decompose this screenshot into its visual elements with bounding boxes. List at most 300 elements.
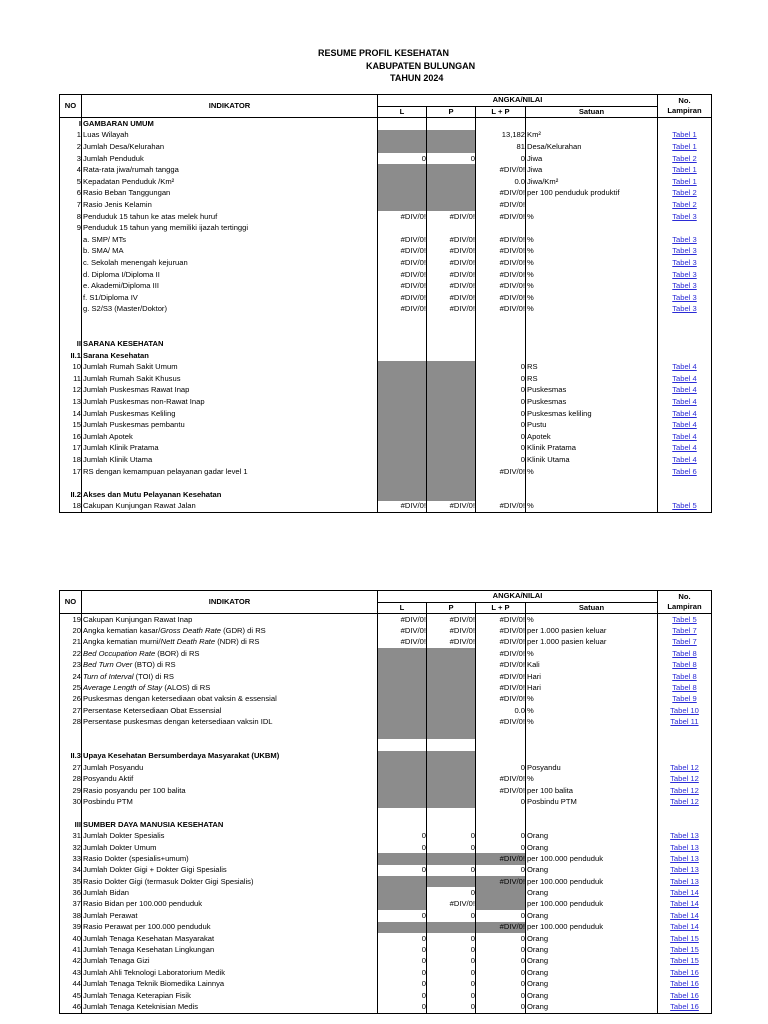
row-no: 18 xyxy=(60,454,82,466)
row-lp: #DIV/0! xyxy=(476,660,526,671)
lampiran-link[interactable]: Tabel 14 xyxy=(670,899,699,909)
row-indikator: Sarana Kesehatan xyxy=(82,350,378,362)
table-row xyxy=(60,118,712,130)
row-indikator: RS dengan kemampuan pelayanan gadar level 1 xyxy=(82,466,378,478)
row-indikator: SUMBER DAYA MANUSIA KESEHATAN xyxy=(82,819,378,830)
row-lampiran xyxy=(658,269,712,281)
row-satuan xyxy=(526,751,658,762)
table-row xyxy=(60,671,712,682)
lampiran-link[interactable]: Tabel 16 xyxy=(670,990,699,1000)
row-lampiran xyxy=(658,338,712,350)
row-lp: #DIV/0! xyxy=(476,637,526,648)
row-satuan: Puskesmas keliling xyxy=(526,408,658,420)
lampiran-link[interactable]: Tabel 15 xyxy=(670,933,699,943)
table-row xyxy=(60,130,712,142)
row-l xyxy=(378,373,427,385)
row-p: #DIV/0! xyxy=(427,234,476,246)
row-l xyxy=(378,762,427,773)
row-no xyxy=(60,280,82,292)
row-l xyxy=(378,408,427,420)
row-p xyxy=(427,876,476,887)
row-p: 0 xyxy=(427,842,476,853)
table-row xyxy=(60,842,712,853)
row-no: 14 xyxy=(60,408,82,420)
row-p: 0 xyxy=(427,944,476,955)
lampiran-link[interactable]: Tabel 14 xyxy=(670,910,699,920)
row-l xyxy=(378,648,427,659)
row-indikator: Cakupan Kunjungan Rawat Jalan xyxy=(82,501,378,513)
lampiran-link[interactable]: Tabel 4 xyxy=(672,431,697,441)
lampiran-link[interactable]: Tabel 6 xyxy=(672,466,697,476)
row-l: #DIV/0! xyxy=(378,257,427,269)
lampiran-link[interactable]: Tabel 7 xyxy=(672,626,697,636)
row-indikator xyxy=(82,477,378,489)
lampiran-link[interactable]: Tabel 13 xyxy=(670,865,699,875)
row-no: 15 xyxy=(60,419,82,431)
row-satuan xyxy=(526,199,658,211)
lampiran-link[interactable]: Tabel 13 xyxy=(670,876,699,886)
row-indikator: Jumlah Rumah Sakit Khusus xyxy=(82,373,378,385)
row-lampiran xyxy=(658,887,712,898)
row-no: 35 xyxy=(60,876,82,887)
row-lp xyxy=(476,477,526,489)
row-no: 10 xyxy=(60,361,82,373)
row-no xyxy=(60,292,82,304)
row-no xyxy=(60,234,82,246)
row-no: 38 xyxy=(60,910,82,921)
table-row xyxy=(60,350,712,362)
row-satuan: Posbindu PTM xyxy=(526,796,658,807)
table-row xyxy=(60,751,712,762)
lampiran-link[interactable]: Tabel 13 xyxy=(670,853,699,863)
lampiran-link[interactable]: Tabel 3 xyxy=(672,269,697,279)
lampiran-link[interactable]: Tabel 9 xyxy=(672,694,697,704)
row-no: 40 xyxy=(60,933,82,944)
row-indikator: Jumlah Apotek xyxy=(82,431,378,443)
row-satuan: Orang xyxy=(526,910,658,921)
lampiran-link[interactable]: Tabel 12 xyxy=(670,785,699,795)
row-l xyxy=(378,853,427,864)
row-lampiran xyxy=(658,979,712,990)
lampiran-link[interactable]: Tabel 5 xyxy=(672,501,697,511)
row-satuan: RS xyxy=(526,373,658,385)
row-lp: #DIV/0! xyxy=(476,876,526,887)
lampiran-link[interactable]: Tabel 15 xyxy=(670,945,699,955)
row-p: #DIV/0! xyxy=(427,211,476,223)
row-p xyxy=(427,141,476,153)
row-satuan: % xyxy=(526,292,658,304)
row-indikator: Rasio Dokter (spesialis+umum) xyxy=(82,853,378,864)
row-no: 31 xyxy=(60,830,82,841)
header-no: NO xyxy=(60,591,82,614)
row-lampiran xyxy=(658,990,712,1001)
row-lp: 0 xyxy=(476,443,526,455)
row-indikator: Jumlah Dokter Spesialis xyxy=(82,830,378,841)
row-l xyxy=(378,739,427,750)
row-l: #DIV/0! xyxy=(378,501,427,513)
row-indikator: Angka kematian murni/Nett Death Rate (NDR) di RS xyxy=(82,637,378,648)
row-lp xyxy=(476,819,526,830)
row-satuan: Puskesmas xyxy=(526,396,658,408)
row-l xyxy=(378,188,427,200)
row-l xyxy=(378,454,427,466)
row-no: 21 xyxy=(60,637,82,648)
row-no: II.2 xyxy=(60,489,82,501)
row-l xyxy=(378,751,427,762)
row-l: #DIV/0! xyxy=(378,246,427,258)
title-line-1: RESUME PROFIL KESEHATAN xyxy=(318,48,450,58)
row-p xyxy=(427,466,476,478)
row-lampiran xyxy=(658,853,712,864)
lampiran-link[interactable]: Tabel 4 xyxy=(672,455,697,465)
row-p xyxy=(427,819,476,830)
table-row xyxy=(60,922,712,933)
lampiran-link[interactable]: Tabel 4 xyxy=(672,408,697,418)
row-satuan: RS xyxy=(526,361,658,373)
row-satuan xyxy=(526,489,658,501)
row-p xyxy=(427,922,476,933)
row-l xyxy=(378,130,427,142)
row-p: 0 xyxy=(427,979,476,990)
row-satuan: per 1.000 pasien keluar xyxy=(526,625,658,636)
lampiran-link[interactable]: Tabel 8 xyxy=(672,648,697,658)
row-lp xyxy=(476,899,526,910)
row-p xyxy=(427,751,476,762)
row-lp: 0 xyxy=(476,419,526,431)
table-row xyxy=(60,637,712,648)
row-no: 26 xyxy=(60,694,82,705)
row-no xyxy=(60,477,82,489)
row-indikator: f. S1/Diploma IV xyxy=(82,292,378,304)
row-lampiran xyxy=(658,257,712,269)
row-p xyxy=(427,477,476,489)
lampiran-link[interactable]: Tabel 3 xyxy=(672,281,697,291)
lampiran-link[interactable]: Tabel 1 xyxy=(672,141,697,151)
row-lp: #DIV/0! xyxy=(476,211,526,223)
row-satuan: per 100.000 penduduk xyxy=(526,922,658,933)
row-l xyxy=(378,315,427,327)
row-l: 0 xyxy=(378,990,427,1001)
row-lp: #DIV/0! xyxy=(476,280,526,292)
row-lampiran xyxy=(658,956,712,967)
row-lampiran xyxy=(658,188,712,200)
row-lampiran xyxy=(658,315,712,327)
header-lampiran: No. Lampiran xyxy=(658,95,712,118)
row-p: 0 xyxy=(427,830,476,841)
lampiran-link[interactable]: Tabel 12 xyxy=(670,774,699,784)
row-satuan: Orang xyxy=(526,887,658,898)
row-p: 0 xyxy=(427,967,476,978)
row-indikator: b. SMA/ MA xyxy=(82,246,378,258)
row-lampiran xyxy=(658,454,712,466)
row-lp xyxy=(476,808,526,819)
header-l: L xyxy=(378,602,427,614)
row-no: 27 xyxy=(60,762,82,773)
row-indikator: Jumlah Dokter Gigi + Dokter Gigi Spesialis xyxy=(82,865,378,876)
row-lp xyxy=(476,222,526,234)
lampiran-link[interactable]: Tabel 3 xyxy=(672,211,697,221)
table-row xyxy=(60,887,712,898)
row-lp: 0 xyxy=(476,956,526,967)
row-indikator: d. Diploma I/Diploma II xyxy=(82,269,378,281)
row-l: #DIV/0! xyxy=(378,234,427,246)
row-satuan: % xyxy=(526,614,658,626)
row-satuan: Orang xyxy=(526,990,658,1001)
table-row xyxy=(60,373,712,385)
row-p xyxy=(427,327,476,339)
lampiran-link[interactable]: Tabel 13 xyxy=(670,842,699,852)
lampiran-link[interactable]: Tabel 4 xyxy=(672,385,697,395)
row-no: 8 xyxy=(60,211,82,223)
row-l: #DIV/0! xyxy=(378,637,427,648)
header-angka: ANGKA/NILAI xyxy=(378,95,658,107)
row-lp xyxy=(476,887,526,898)
row-indikator: Jumlah Tenaga Keterapian Fisik xyxy=(82,990,378,1001)
row-lampiran xyxy=(658,796,712,807)
lampiran-link[interactable]: Tabel 4 xyxy=(672,443,697,453)
table-row xyxy=(60,176,712,188)
lampiran-link[interactable]: Tabel 3 xyxy=(672,246,697,256)
row-indikator: Rasio posyandu per 100 balita xyxy=(82,785,378,796)
row-indikator: Kepadatan Penduduk /Km² xyxy=(82,176,378,188)
row-l: #DIV/0! xyxy=(378,269,427,281)
table-row xyxy=(60,385,712,397)
row-p xyxy=(427,373,476,385)
lampiran-link[interactable]: Tabel 8 xyxy=(672,683,697,693)
row-l: 0 xyxy=(378,153,427,165)
row-lp: 0 xyxy=(476,408,526,420)
row-lampiran xyxy=(658,842,712,853)
row-indikator: Jumlah Perawat xyxy=(82,910,378,921)
row-lampiran xyxy=(658,728,712,739)
row-no: 43 xyxy=(60,967,82,978)
row-satuan: % xyxy=(526,269,658,281)
lampiran-link[interactable]: Tabel 10 xyxy=(670,705,699,715)
row-indikator: Bed Turn Over (BTO) di RS xyxy=(82,660,378,671)
row-p: 0 xyxy=(427,956,476,967)
row-lampiran xyxy=(658,373,712,385)
row-lp: #DIV/0! xyxy=(476,164,526,176)
row-l: 0 xyxy=(378,979,427,990)
row-lp: #DIV/0! xyxy=(476,466,526,478)
row-lp xyxy=(476,739,526,750)
row-p xyxy=(427,808,476,819)
row-no: 32 xyxy=(60,842,82,853)
lampiran-link[interactable]: Tabel 12 xyxy=(670,796,699,806)
lampiran-link[interactable]: Tabel 4 xyxy=(672,420,697,430)
row-indikator xyxy=(82,728,378,739)
row-lp: 0 xyxy=(476,153,526,165)
lampiran-link[interactable]: Tabel 4 xyxy=(672,397,697,407)
lampiran-link[interactable]: Tabel 5 xyxy=(672,614,697,624)
row-satuan xyxy=(526,808,658,819)
lampiran-link[interactable]: Tabel 16 xyxy=(670,1001,699,1011)
row-lp: 0 xyxy=(476,933,526,944)
row-p: #DIV/0! xyxy=(427,625,476,636)
lampiran-link[interactable]: Tabel 2 xyxy=(672,188,697,198)
row-indikator: Jumlah Penduduk xyxy=(82,153,378,165)
row-p xyxy=(427,164,476,176)
row-lp xyxy=(476,338,526,350)
row-lp xyxy=(476,315,526,327)
row-lampiran xyxy=(658,910,712,921)
lampiran-link[interactable]: Tabel 15 xyxy=(670,956,699,966)
row-l: 0 xyxy=(378,1001,427,1013)
row-lp: #DIV/0! xyxy=(476,671,526,682)
lampiran-link[interactable]: Tabel 4 xyxy=(672,362,697,372)
row-no: 45 xyxy=(60,990,82,1001)
table-row xyxy=(60,164,712,176)
row-lampiran xyxy=(658,153,712,165)
lampiran-link[interactable]: Tabel 2 xyxy=(672,153,697,163)
row-no: 25 xyxy=(60,682,82,693)
row-lp xyxy=(476,350,526,362)
lampiran-link[interactable]: Tabel 2 xyxy=(672,199,697,209)
row-p: 0 xyxy=(427,153,476,165)
lampiran-link[interactable]: Tabel 1 xyxy=(672,130,697,140)
row-l xyxy=(378,477,427,489)
row-lp: 0 xyxy=(476,454,526,466)
row-lampiran xyxy=(658,164,712,176)
row-lampiran xyxy=(658,773,712,784)
lampiran-link[interactable]: Tabel 3 xyxy=(672,257,697,267)
row-p xyxy=(427,361,476,373)
row-satuan: % xyxy=(526,246,658,258)
row-satuan: Orang xyxy=(526,933,658,944)
lampiran-link[interactable]: Tabel 4 xyxy=(672,373,697,383)
row-p xyxy=(427,694,476,705)
table-row xyxy=(60,269,712,281)
row-l xyxy=(378,876,427,887)
row-lp: 0 xyxy=(476,361,526,373)
row-p xyxy=(427,396,476,408)
lampiran-link[interactable]: Tabel 8 xyxy=(672,660,697,670)
row-satuan: Orang xyxy=(526,865,658,876)
table-row xyxy=(60,910,712,921)
row-p xyxy=(427,408,476,420)
lampiran-link[interactable]: Tabel 1 xyxy=(672,176,697,186)
row-no: 30 xyxy=(60,796,82,807)
row-lp: 0 xyxy=(476,910,526,921)
row-p xyxy=(427,443,476,455)
row-lp: 81 xyxy=(476,141,526,153)
lampiran-link[interactable]: Tabel 16 xyxy=(670,979,699,989)
row-satuan: Puskesmas xyxy=(526,385,658,397)
row-indikator xyxy=(82,739,378,750)
table-row xyxy=(60,648,712,659)
row-satuan: per 100 penduduk produktif xyxy=(526,188,658,200)
row-lampiran xyxy=(658,211,712,223)
row-lp xyxy=(476,118,526,130)
lampiran-link[interactable]: Tabel 14 xyxy=(670,922,699,932)
row-no: II xyxy=(60,338,82,350)
table-row xyxy=(60,728,712,739)
row-lampiran xyxy=(658,327,712,339)
table-row xyxy=(60,762,712,773)
row-indikator: Rasio Dokter Gigi (termasuk Dokter Gigi Spesialis) xyxy=(82,876,378,887)
row-l xyxy=(378,682,427,693)
header-indikator: INDIKATOR xyxy=(82,591,378,614)
row-p xyxy=(427,671,476,682)
lampiran-link[interactable]: Tabel 11 xyxy=(670,717,699,727)
table-row xyxy=(60,625,712,636)
table-row xyxy=(60,865,712,876)
row-p: #DIV/0! xyxy=(427,899,476,910)
table-row xyxy=(60,933,712,944)
row-indikator: Jumlah Tenaga Teknik Biomedika Lainnya xyxy=(82,979,378,990)
row-no: 44 xyxy=(60,979,82,990)
row-no: 4 xyxy=(60,164,82,176)
row-p xyxy=(427,454,476,466)
row-lp: 0 xyxy=(476,431,526,443)
title-line-2: KABUPATEN BULUNGAN xyxy=(366,61,476,71)
row-p: #DIV/0! xyxy=(427,292,476,304)
row-satuan: per 100 balita xyxy=(526,785,658,796)
row-lp: #DIV/0! xyxy=(476,625,526,636)
row-lp xyxy=(476,489,526,501)
lampiran-link[interactable]: Tabel 8 xyxy=(672,671,697,681)
row-indikator: Jumlah Tenaga Kesehatan Masyarakat xyxy=(82,933,378,944)
row-lampiran xyxy=(658,922,712,933)
row-indikator: e. Akademi/Diploma III xyxy=(82,280,378,292)
lampiran-link[interactable]: Tabel 3 xyxy=(672,292,697,302)
table-row xyxy=(60,141,712,153)
row-lp: 0.0 xyxy=(476,176,526,188)
lampiran-link[interactable]: Tabel 1 xyxy=(672,165,697,175)
row-p: 0 xyxy=(427,887,476,898)
table-row xyxy=(60,853,712,864)
table-row xyxy=(60,246,712,258)
row-p xyxy=(427,385,476,397)
row-p xyxy=(427,489,476,501)
row-satuan: % xyxy=(526,773,658,784)
row-l: #DIV/0! xyxy=(378,280,427,292)
lampiran-link[interactable]: Tabel 14 xyxy=(670,888,699,898)
row-no xyxy=(60,739,82,750)
row-no: II.3 xyxy=(60,751,82,762)
table-row xyxy=(60,956,712,967)
row-satuan: Orang xyxy=(526,830,658,841)
lampiran-link[interactable]: Tabel 16 xyxy=(670,967,699,977)
table-row xyxy=(60,431,712,443)
row-lp: 0.0 xyxy=(476,705,526,716)
lampiran-link[interactable]: Tabel 3 xyxy=(672,234,697,244)
row-p xyxy=(427,188,476,200)
row-satuan: % xyxy=(526,648,658,659)
row-lampiran xyxy=(658,396,712,408)
header-lp: L + P xyxy=(476,602,526,614)
row-p xyxy=(427,130,476,142)
lampiran-link[interactable]: Tabel 13 xyxy=(670,831,699,841)
row-indikator: Angka kematian kasar/Gross Death Rate (GDR) di RS xyxy=(82,625,378,636)
lampiran-link[interactable]: Tabel 3 xyxy=(672,304,697,314)
row-p xyxy=(427,853,476,864)
row-no: 6 xyxy=(60,188,82,200)
row-p xyxy=(427,431,476,443)
row-indikator: Jumlah Puskesmas Keliling xyxy=(82,408,378,420)
row-indikator: Jumlah Bidan xyxy=(82,887,378,898)
row-lampiran xyxy=(658,361,712,373)
row-lampiran xyxy=(658,762,712,773)
lampiran-link[interactable]: Tabel 7 xyxy=(672,637,697,647)
header-lampiran: No. Lampiran xyxy=(658,591,712,614)
row-lp xyxy=(476,327,526,339)
table-row xyxy=(60,477,712,489)
row-indikator: Posbindu PTM xyxy=(82,796,378,807)
lampiran-link[interactable]: Tabel 12 xyxy=(670,762,699,772)
row-satuan xyxy=(526,819,658,830)
row-no: 13 xyxy=(60,396,82,408)
